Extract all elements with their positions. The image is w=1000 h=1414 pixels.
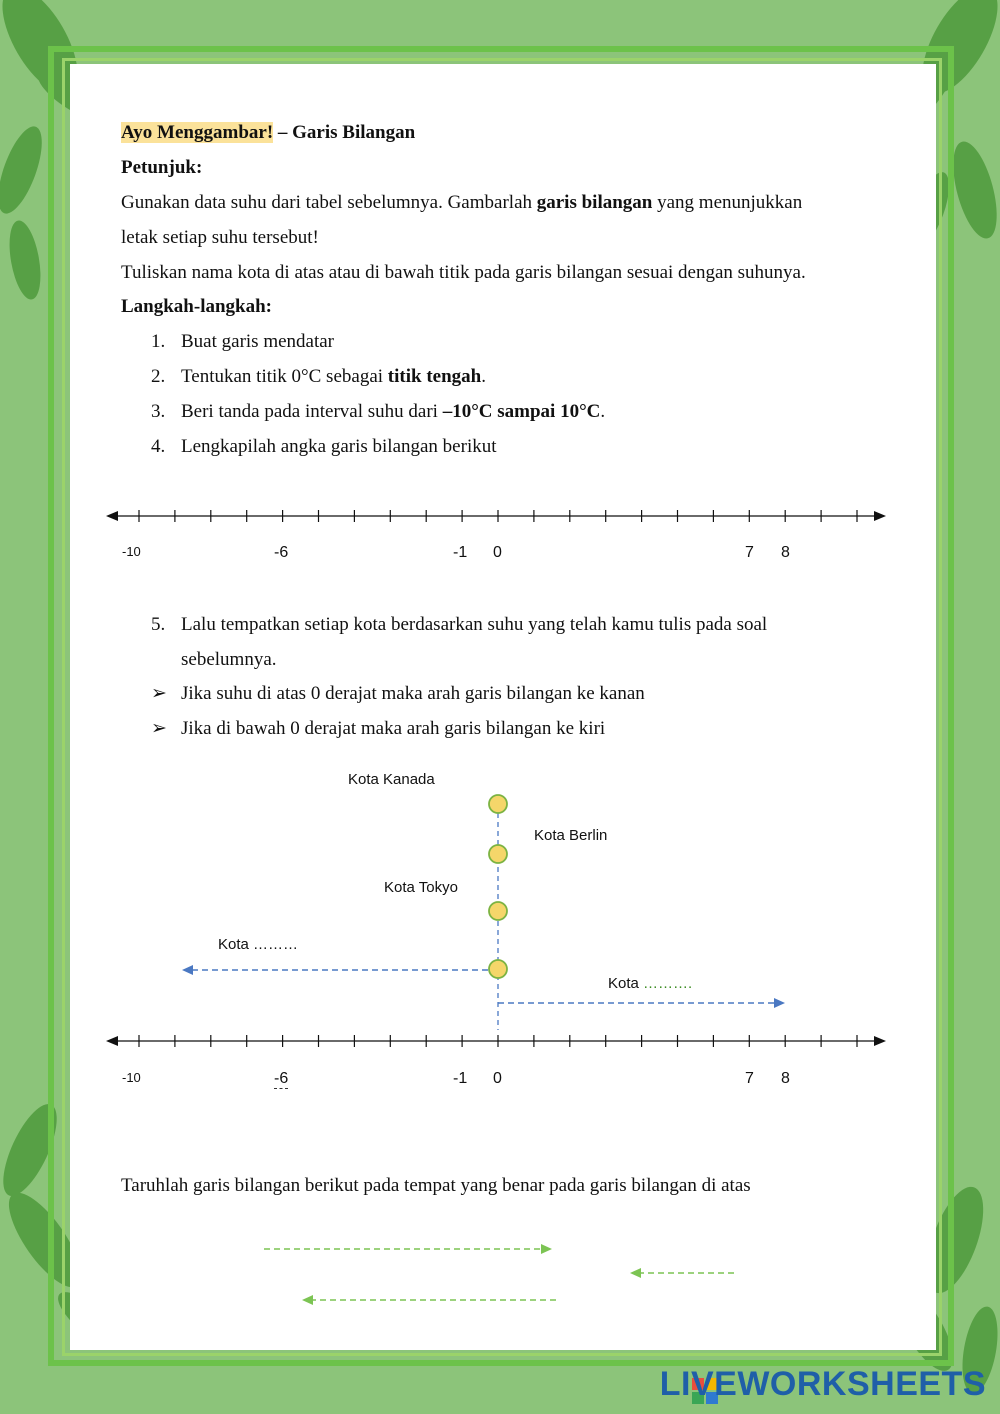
nl1-label-8: 8 [781, 544, 790, 561]
instructions-heading: Petunjuk: [121, 157, 203, 178]
arrow-right-head-icon [541, 1244, 552, 1254]
nl2-label-minus-10: -10 [122, 1070, 141, 1085]
bullet-2-icon: ➢ [151, 718, 167, 739]
title-highlight: Ayo Menggambar! [121, 122, 274, 143]
bullet-2: Jika di bawah 0 derajat maka arah garis bilangan ke kiri [181, 718, 606, 739]
nl2-label-7: 7 [745, 1070, 754, 1087]
steps-heading: Langkah-langkah: [121, 296, 273, 317]
step-5-line-2: sebelumnya. [181, 649, 277, 670]
step-3-number: 3. [151, 401, 166, 422]
step-4-number: 4. [151, 436, 166, 457]
city-tokyo: Kota Tokyo [384, 879, 458, 896]
nl1-label-0: 0 [493, 544, 502, 561]
step-2-number: 2. [151, 366, 166, 387]
title-rest: – Garis Bilangan [273, 122, 416, 143]
nl1-label-minus-10: -10 [122, 544, 141, 559]
instruction-paragraph-1: Gunakan data suhu dari tabel sebelumnya. Gambarlah garis bilangan yang menunjukkan [121, 192, 803, 213]
bullet-1-icon: ➢ [151, 683, 167, 704]
bullet-1: Jika suhu di atas 0 derajat maka arah garis bilangan ke kanan [181, 683, 645, 704]
arrow-left-head-icon [630, 1268, 641, 1278]
step-5-number: 5. [151, 614, 166, 635]
nl2-label-minus-6: -6 [274, 1070, 289, 1087]
step-3: Beri tanda pada interval suhu dari –10°C sampai 10°C. [181, 401, 606, 422]
step-2: Tentukan titik 0°C sebagai titik tengah. [181, 366, 486, 387]
nl2-label-minus-1: -1 [453, 1070, 468, 1087]
city-left-blank[interactable]: Kota ……… [218, 936, 299, 953]
city-berlin: Kota Berlin [534, 827, 608, 844]
brand-wordmark[interactable]: LIVEWORKSHEETS [659, 1365, 986, 1403]
nl1-label-minus-1: -1 [453, 544, 468, 561]
footer-instruction: Taruhlah garis bilangan berikut pada tempat yang benar pada garis bilangan di atas [121, 1175, 751, 1196]
nl2-label-8: 8 [781, 1070, 790, 1087]
nl1-label-7: 7 [745, 544, 754, 561]
instruction-paragraph-2: Tuliskan nama kota di atas atau di bawah titik pada garis bilangan sesuai dengan suhunya. [121, 262, 806, 283]
drag-arrow-short-left[interactable] [630, 1268, 738, 1278]
nl2-label-0: 0 [493, 1070, 502, 1087]
city-right-blank[interactable]: Kota ………. [608, 975, 693, 992]
instruction-paragraph-1-line-2: letak setiap suhu tersebut! [121, 227, 319, 248]
step-5: Lalu tempatkan setiap kota berdasarkan suhu yang telah kamu tulis pada soal [181, 614, 768, 635]
nl1-label-minus-6: -6 [274, 544, 289, 561]
drag-arrow-long-left[interactable] [302, 1295, 556, 1305]
step-1-number: 1. [151, 331, 166, 352]
step-4: Lengkapilah angka garis bilangan berikut [181, 436, 497, 457]
step-1: Buat garis mendatar [181, 331, 335, 352]
arrow-left-head-icon [302, 1295, 313, 1305]
drag-arrow-right[interactable] [264, 1244, 552, 1254]
city-kanada: Kota Kanada [348, 771, 435, 788]
